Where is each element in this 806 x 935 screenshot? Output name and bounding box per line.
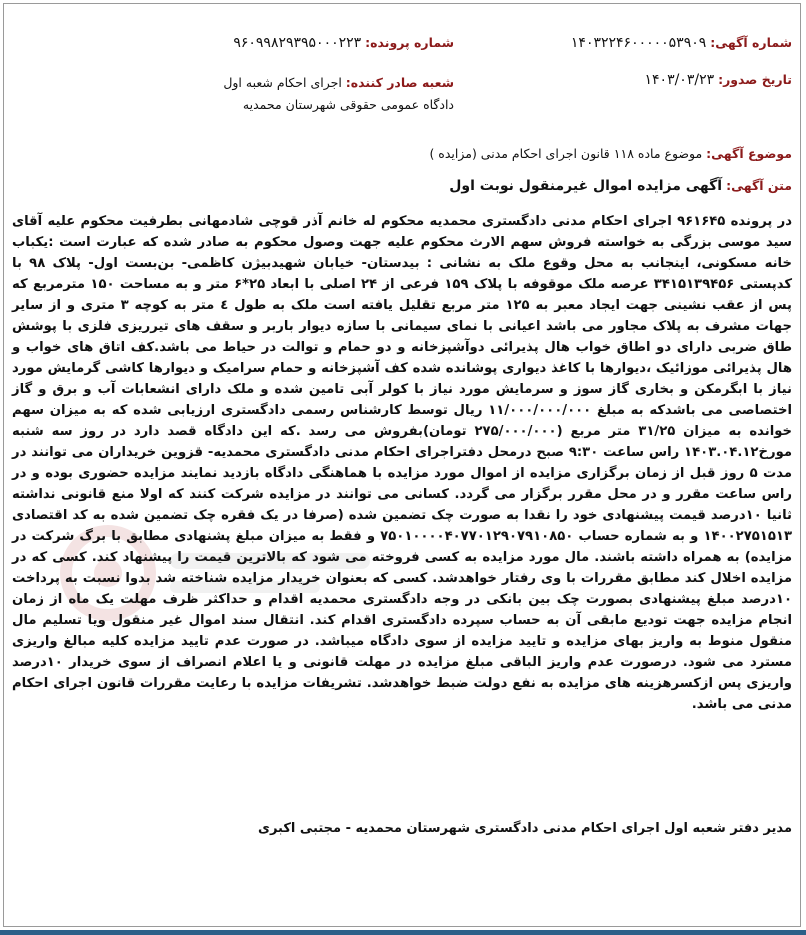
subject-label: موضوع آگهی:: [706, 146, 792, 161]
notice-title: آگهی مزایده اموال غیرمنقول نوبت اول: [449, 178, 723, 194]
issue-date-field: [645, 72, 792, 88]
notice-title-field: [449, 178, 792, 194]
notice-number-value: ۱۴۰۳۲۲۴۶۰۰۰۰۰۵۳۹۰۹: [570, 35, 707, 51]
notice-number-field: [571, 35, 792, 51]
bottom-band: [0, 930, 806, 935]
notice-body-paragraph: در پرونده ۹۶۱۶۴۵ اجرای احکام مدنی دادگستری محمدیه محکوم له خانم آذر قوچی شادمهانی بطرفیت محکوم علیه آقای سید موسی بزرگی به خواسته فروش سهم الارث محکوم علیه جهت وصول محکوم به صادر شده که عبارت است :یکباب خانه مسکونی، اینجانب به محل وقوع ملک به نشانی : بیدستان- خیابان شهیدبیژن کاظمی- بن‌بست اول- پلاک ۹۸ با کدپستی ۳۴۱۵۱۳۹۴۵۶ عرصه ملک موقوفه با پلاک ۱۵۹ فرعی از ۲۴ اصلی با ابعاد ۲۵*۶ متر و به مساحت ۱۵۰ مترمربع که پس از عقب نشینی جهت ایجاد معبر به ۱۲۵ متر مربع تقلیل یافته است ملک به طول ٤ متر به کوچه ۳ متری و از سایر جهات مشرف به پلاک مجاور می باشد اعیانی با نمای سیمانی با سازه دیوار باربر و سقف های تیرریزی فلزی با پوشش طاق ضربی دارای دو اطاق خواب هال پذیرائی دوآشپزخانه و دو حمام و توالت در حیاط می باشد.کف اتاق های خواب و هال پذیرائی موزائیک ،دیوارها با کاغذ دیواری پوشانده شده کف آشپزخانه و حمام سرامیک و دیوارها کاشی گرمایش مورد نیاز با ابگرمکن و بخاری گاز سوز و سرمایش مورد نیاز با کولر آبی تامین شده و ملک دارای انشعابات آب و برق و گاز اختصاصی می باشدکه به مبلغ ۱۱/۰۰۰/۰۰۰/۰۰۰ ریال توسط کارشناس رسمی دادگستری ارزیابی شده که به میزان سهم خوانده به میزان ۳۱/۲۵ متر مربع (۲۷۵/۰۰۰/۰۰۰ تومان)بفروش می رسد .که این دادگاه قصد دارد در روز سه شنبه مورخ۱۴۰۳.۰۴.۱۲ راس ساعت ۹:۳۰ صبح درمحل دفتراجرای احکام مدنی دادگستری محمدیه- قزوین خریداران می توانند در مدت ۵ روز قبل از زمان برگزاری مزایده از اموال مورد مزایده با هماهنگی دادگاه بازدید نمایند مزایده حضوری بوده و در راس ساعت مقرر و در محل مقرر برگزار می گردد. کسانی می توانند در مزایده شرکت کنند که اولا منع قانونی نداشته ثانیا ۱۰درصد قیمت پیشنهادی خود را نقدا به صورت چک تضمین شده (صرفا در یک فقره چک تضمین شده به کد اقتصادی ۱۴۰۰۲۷۵۱۵۱۳ و به شماره حساب ۷۵۰۱۰۰۰۰۴۰۷۷۰۱۲۹۰۷۹۱۰۸۵۰ و فقط به میزان مبلغ پشنهادی مطابق با برگ شرکت در مزایده) به همراه داشته باشند. مال مورد مزایده به کسی فروخته می شود که بالاترین قیمت را پیشنهاد کند. کسی که در مزایده اخلال کند مطابق مقررات با وی رفتار خواهدشد. کسی که بعنوان خریدار مزایده شناخته شد بدوا نسبت به پرداخت ۱۰درصد مبلغ پیشنهادی بصورت چک بین بانکی در وجه دادگستری محمدیه اقدام و حداکثر ظرف مهلت یک ماه از زمان انجام مزایده جهت تودیع مابقی آن به حساب سپرده دادگستری اقدام کند. انتقال سند اموال غیر منقول ویا تسلیم مال منقول منوط به واریز بهای مزایده و تایید مزایده از سوی دادگاه میباشد. در صورت عدم تایید مزایده کلیه مبالغ واریزی مسترد می شود. درصورت عدم واریز الباقی مبلغ مزایده در مهلت قانونی و یا اعلام انصراف از سوی خریدار ۱۰درصد واریزی پس ازکسرهزینه های مزایده به نفع دولت ضبط خواهدشد. تشریفات مزایده با رعایت مقررات قانون اجرای احکام مدنی می باشد.: [12, 214, 793, 712]
notice-text-label: متن آگهی:: [726, 178, 792, 193]
issue-date-label: تاریخ صدور:: [718, 72, 792, 87]
case-number-field: [233, 35, 454, 51]
case-number-value: ۹۶۰۹۹۸۲۹۳۹۵۰۰۰۲۲۳: [233, 35, 362, 51]
issuing-branch-field: [209, 72, 454, 116]
subject-value: موضوع ماده ۱۱۸ قانون اجرای احکام مدنی (مزایده ): [429, 146, 703, 161]
issuing-branch-label: شعبه صادر کننده:: [345, 75, 454, 90]
case-number-label: شماره پرونده:: [365, 35, 454, 50]
issuing-branch-value: اجرای احکام شعبه اول دادگاه عمومی حقوقی شهرستان محمدیه: [223, 75, 454, 112]
issue-date-value: ۱۴۰۳/۰۳/۲۳: [644, 72, 715, 88]
subject-field: [429, 146, 792, 161]
notice-body: [12, 211, 792, 715]
notice-number-label: شماره آگهی:: [710, 35, 792, 50]
signature-line: مدیر دفتر شعبه اول اجرای احکام مدنی دادگستری شهرستان محمدیه - مجتبی اکبری: [258, 821, 792, 836]
